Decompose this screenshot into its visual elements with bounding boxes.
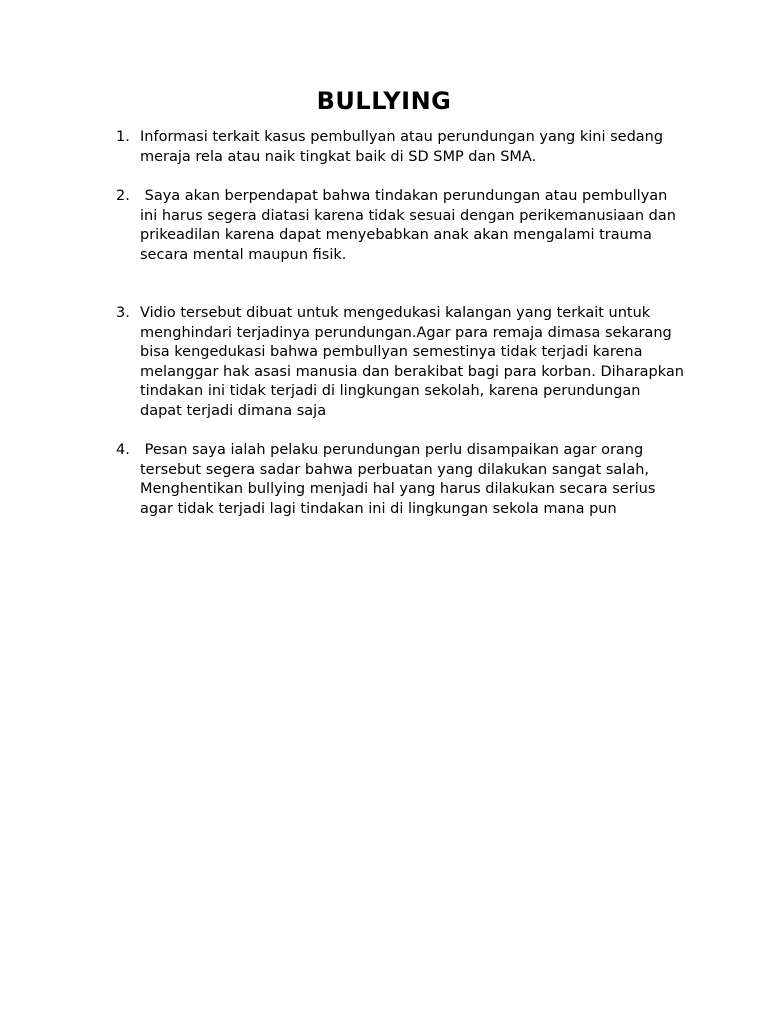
document-title: BULLYING (316, 87, 452, 115)
list-item-text: Vidio tersebut dibuat untuk mengedukasi kalangan yang terkait untuk menghindari terjadinya perundungan.Agar para remaja dimasa sekarang bisa kengedukasi bahwa pembullyan semestinya tidak terjadi karena melanggar hak asasi manusia dan berakibat bagi para korban. Diharapkan tindakan ini tidak terjadi di lingkungan sekolah, karena perundungan dapat terjadi dimana saja (140, 305, 689, 419)
list-item (116, 187, 686, 265)
list-item-number: 1. (116, 129, 130, 145)
list-item-text: Pesan saya ialah pelaku perundungan perlu disampaikan agar orang tersebut segera sadar bahwa perbuatan yang dilakukan sangat salah, Menghentikan bullying menjadi hal yang harus dilakukan secara serius agar tidak terjadi lagi tindakan ini di lingkungan sekola mana pun (140, 442, 661, 517)
list-item (116, 304, 689, 422)
list-item-text: Saya akan berpendapat bahwa tindakan perundungan atau pembullyan ini harus segera diatasi karena tidak sesuai dengan perikemanusiaan dan prikeadilan karena dapat menyebabkan anak akan mengalami trauma secara mental maupun fisik. (140, 188, 681, 263)
list-item-number: 3. (116, 305, 130, 321)
list-item-number: 4. (116, 442, 130, 458)
list-item (116, 128, 686, 167)
list-item-text: Informasi terkait kasus pembullyan atau perundungan yang kini sedang meraja rela atau naik tingkat baik di SD SMP dan SMA. (140, 129, 668, 165)
list-item-number: 2. (116, 188, 130, 204)
list-item (116, 441, 686, 519)
